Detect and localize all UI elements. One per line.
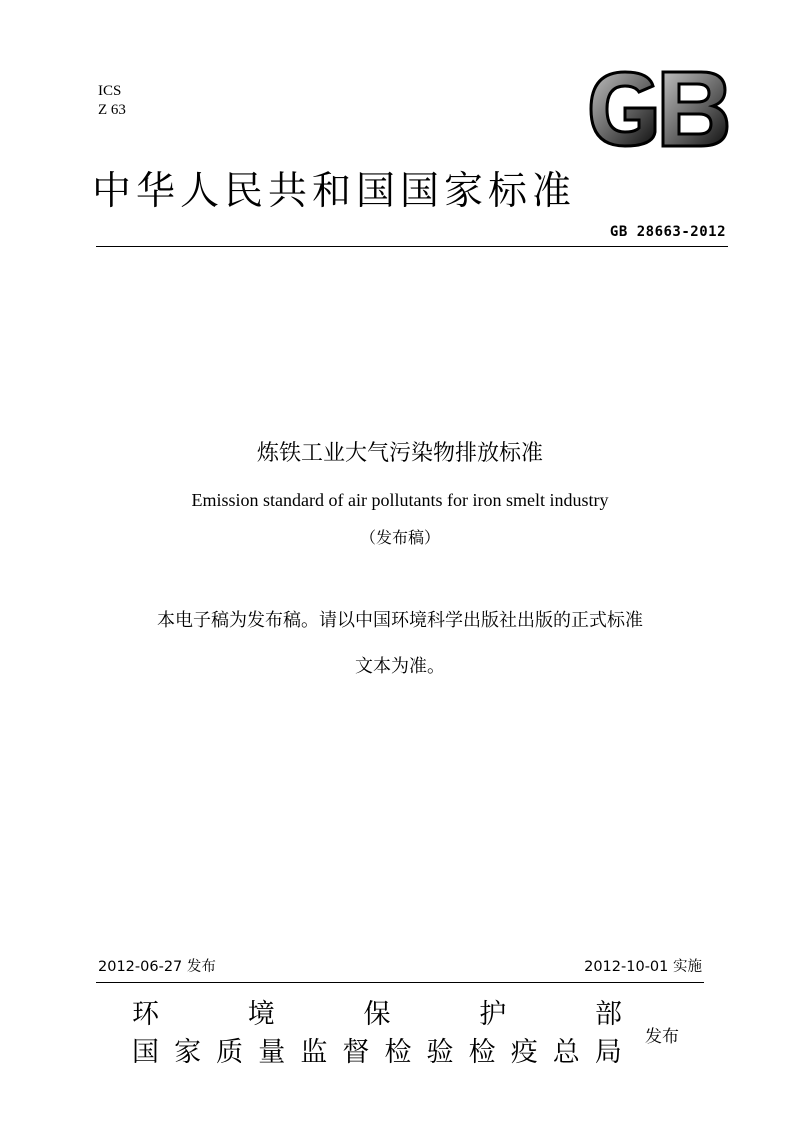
national-standard-title: 中华人民共和国国家标准: [92, 169, 577, 214]
draft-note: （发布稿）: [359, 528, 440, 547]
issuer-char: 局: [594, 1037, 622, 1068]
issuer-ministry: [132, 992, 622, 1031]
document-title-en: Emission standard of air pollutants for iron smelt industry: [191, 490, 609, 510]
issuer-char: 质: [216, 1037, 244, 1068]
issuer-char: 国: [132, 1037, 159, 1068]
issuer-char: 环: [132, 999, 159, 1030]
issuer-char: 量: [258, 1037, 286, 1068]
issuer-char: 疫: [510, 1037, 538, 1068]
document-title-cn: 炼铁工业大气污染物排放标准: [256, 441, 543, 466]
notice-line-2: 文本为准。: [355, 656, 445, 677]
notice-line-1: 本电子稿为发布稿。请以中国环境科学出版社出版的正式标准: [157, 610, 643, 631]
footer-divider: [96, 982, 704, 983]
issuer-char: 总: [552, 1037, 580, 1068]
standard-number: GB 28663-2012: [609, 224, 726, 240]
issuer-char: 境: [247, 999, 275, 1030]
issuer-char: 检: [384, 1037, 412, 1068]
issuer-char: 护: [479, 999, 507, 1030]
issuer-char: 家: [174, 1037, 202, 1068]
issuer-char: 检: [468, 1037, 496, 1068]
issuer-char: 监: [300, 1037, 328, 1068]
issuer-char: 部: [595, 999, 622, 1030]
ics-block: [98, 82, 126, 120]
effective-date: 2012-10-01 实施: [584, 959, 702, 975]
classification-code: Z 63: [98, 102, 126, 118]
issuer-char: 保: [363, 999, 391, 1030]
issuer-char: 验: [426, 1037, 454, 1068]
ics-label: ICS: [98, 83, 122, 99]
gb-logo: [583, 68, 731, 150]
issuer-char: 督: [342, 1037, 370, 1068]
issuer-aqsiq: [132, 1030, 622, 1069]
issue-date: 2012-06-27 发布: [98, 959, 216, 975]
header-divider: [96, 246, 728, 247]
publish-label: 发布: [645, 1027, 679, 1047]
